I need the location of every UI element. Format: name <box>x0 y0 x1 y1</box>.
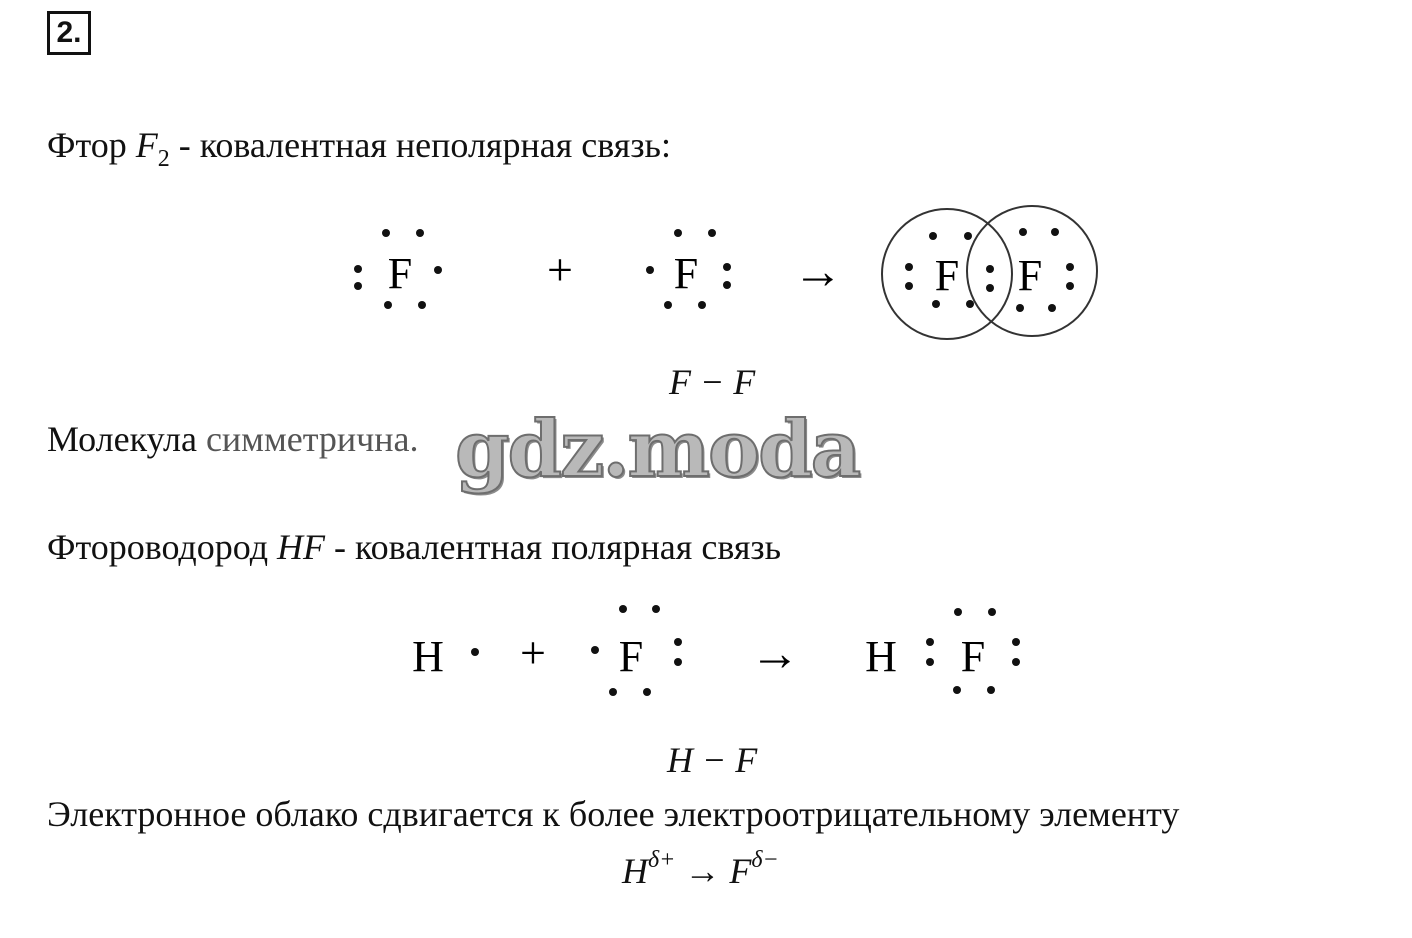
polarity-formula: $H^{\delta+} \to F^{\delta-}$ <box>622 847 779 891</box>
watermark-logo: gdz.moda <box>455 404 860 495</box>
reaction-arrow: → <box>793 243 843 299</box>
fluorine-heading <box>47 125 671 170</box>
hf-intro: Фтороводород <box>47 527 269 567</box>
fluorine-intro: Фтор <box>47 125 127 165</box>
hf-formula: HF <box>277 527 326 567</box>
fluorine-lewis-diagram <box>340 200 1120 350</box>
hf-lewis-diagram <box>395 592 1035 712</box>
fluorine-note <box>47 419 419 459</box>
reaction-arrow: → <box>750 625 800 681</box>
atom-symbol: F <box>960 632 986 681</box>
fluorine-bond-type: - ковалентная неполярная связь: <box>178 125 671 165</box>
note-faded: симметрична. <box>205 419 419 459</box>
note-visible: Молекула <box>47 419 197 459</box>
hf-structural-formula: H − F <box>667 740 758 780</box>
atom-symbol: F <box>387 249 413 298</box>
fluorine-formula: $F_2$ <box>135 125 170 172</box>
atom-symbol: F <box>934 251 960 300</box>
hf-heading <box>47 527 781 567</box>
hf-bond-type: - ковалентная полярная связь <box>334 527 782 567</box>
electron-dot <box>471 648 479 656</box>
atom-symbol: F <box>673 249 699 298</box>
task-number: 2. <box>47 11 91 55</box>
atom-symbol: F <box>1017 251 1043 300</box>
atom-symbol: H <box>412 632 444 681</box>
fluorine-structural-formula: F − F <box>669 362 756 402</box>
electron-dots <box>905 228 1074 312</box>
plus-sign: + <box>520 627 546 678</box>
hf-shift-note: Электронное облако сдвигается к более электроотрицательному элементу <box>47 794 1180 834</box>
plus-sign: + <box>547 244 573 295</box>
atom-symbol: H <box>865 632 897 681</box>
atom-symbol: F <box>618 632 644 681</box>
